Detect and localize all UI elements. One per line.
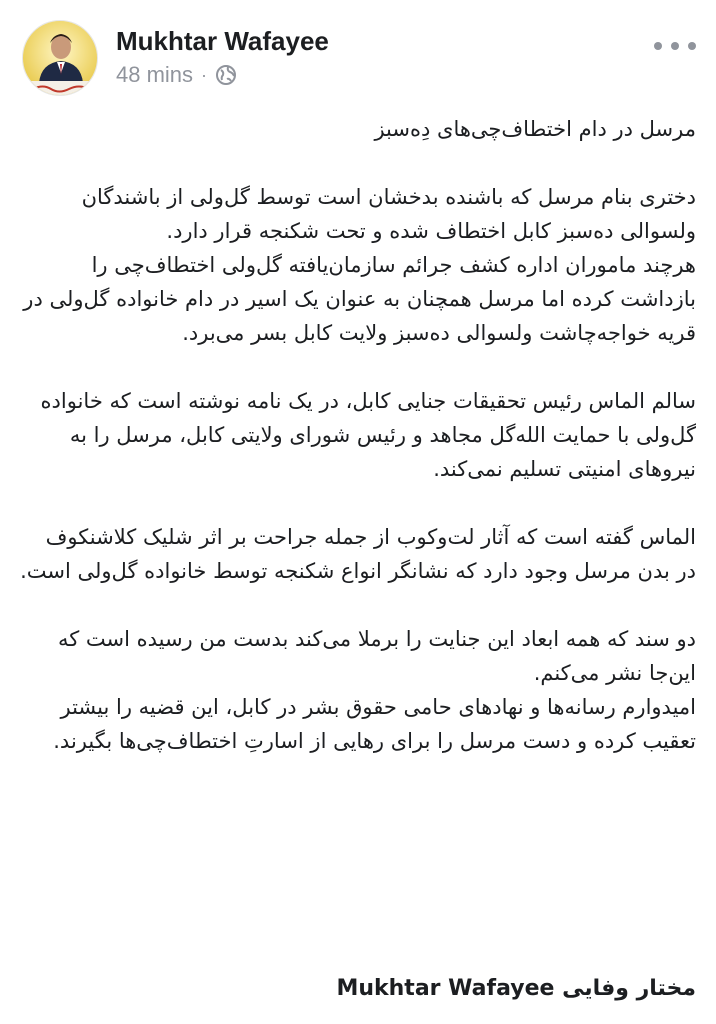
avatar-image: [23, 21, 98, 96]
globe-icon[interactable]: [215, 64, 237, 86]
profile-photo-icon[interactable]: [22, 20, 98, 96]
author-name[interactable]: Mukhtar Wafayee: [116, 26, 329, 56]
post-header: [0, 0, 716, 100]
post-paragraph: هرچند ماموران اداره کشف جرائم سازمان‌یافته گل‌ولی اختطاف‌چی را بازداشت کرده اما مرسل همچنان به عنوان یک اسیر در دام خانواده گل‌ولی در قریه خواجه‌چاشت ولسوالی ده‌سبز ولایت کابل بسر می‌برد.: [23, 253, 696, 345]
post-signature: مختار وفایی Mukhtar Wafayee: [336, 976, 696, 1001]
more-options-icon[interactable]: [654, 36, 696, 56]
post-paragraph: امیدوارم رسانه‌ها و نهادهای حامی حقوق بشر در کابل، این قضیه را بیشتر تعقیب کرده و دست مرسل را برای رهایی از اسارتِ اختطاف‌چی‌ها بگیرند.: [53, 695, 696, 753]
post-paragraph: دختری بنام مرسل که باشنده بدخشان است توسط گل‌ولی از باشندگان ولسوالی ده‌سبز کابل اختطاف شده و تحت شکنجه قرار دارد.: [81, 185, 696, 243]
post-meta: [116, 62, 237, 88]
menu-dot: [671, 42, 679, 50]
post-paragraph: الماس گفته است که آثار لت‌وکوب از جمله جراحت بر اثر شلیک کلاشنکوف در بدن مرسل وجود دارد که نشانگر انواع شکنجه توسط خانواده گل‌ولی است.: [20, 525, 696, 583]
meta-separator: ·: [201, 64, 208, 85]
post-paragraph: سالم الماس رئیس تحقیقات جنایی کابل، در یک نامه نوشته است که خانواده گل‌ولی با حمایت الله‌گل مجاهد و رئیس شورای ولایتی کابل، مرسل را به نیروهای امنیتی تسلیم نمی‌کند.: [40, 389, 696, 481]
post-title: مرسل در دام اختطاف‌چی‌های دِه‌سبز: [374, 117, 696, 141]
menu-dot: [654, 42, 662, 50]
post-time[interactable]: 48 mins: [116, 62, 194, 87]
post-body: [20, 112, 696, 758]
post-paragraph: دو سند که همه ابعاد این جنایت را برملا می‌کند بدست من رسیده است که این‌جا نشر می‌کنم.: [57, 627, 696, 685]
menu-dot: [688, 42, 696, 50]
